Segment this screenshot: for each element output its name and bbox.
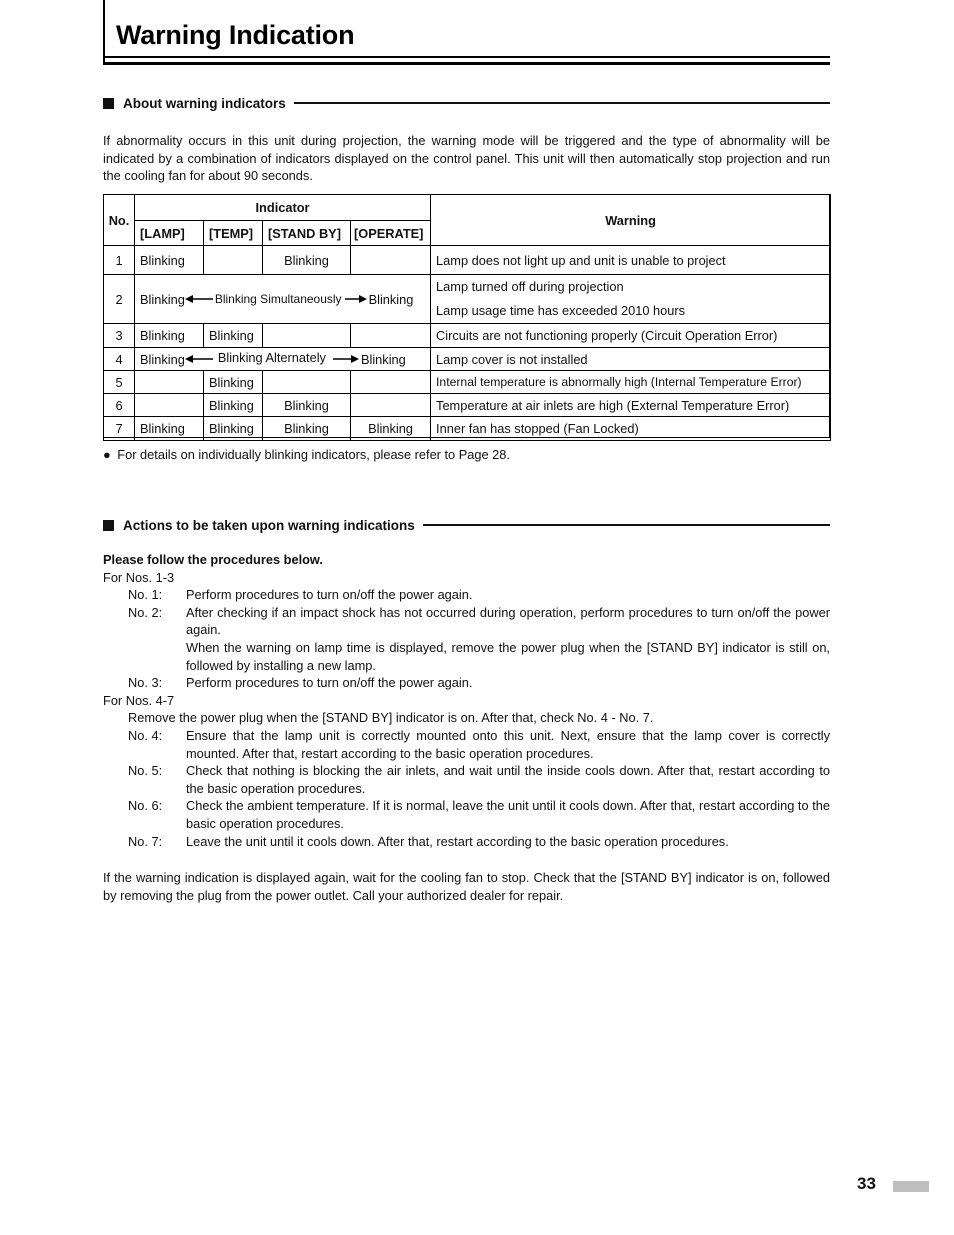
cell-warning: Temperature at air inlets are high (External Temperature Error) xyxy=(431,394,831,417)
item-number: No. 2: xyxy=(128,604,163,620)
cell-no: 2 xyxy=(104,275,135,324)
warning-table xyxy=(103,194,831,441)
page-title: Warning Indication xyxy=(116,20,355,50)
arrow-right-icon xyxy=(345,294,367,304)
intro-paragraph: If abnormality occurs in this unit during projection, the warning mode will be triggered and the type of abnormality will be indicated by a combination of indicators displayed on the control panel. This unit will then automatically stop projection and run the cooling fan for about 90 seconds. xyxy=(103,133,830,183)
cell-lamp: Blinking xyxy=(135,246,204,275)
cell-no: 3 xyxy=(104,324,135,348)
cell-standby xyxy=(263,324,351,348)
group-label: For Nos. 1-3 xyxy=(103,569,175,585)
section-heading-text: Actions to be taken upon warning indications xyxy=(123,517,415,533)
cell-temp xyxy=(204,246,263,275)
procedure-item xyxy=(103,727,830,762)
cell-lamp: Blinking xyxy=(140,351,185,367)
procedure-item xyxy=(103,586,830,604)
arrow-left-icon xyxy=(185,294,213,304)
warning-line-2: Lamp usage time has exceeded 2010 hours xyxy=(436,303,686,318)
item-text: Check that nothing is blocking the air inlets, and wait until the inside cools down. After that, restart according to the basic operation procedures. xyxy=(186,763,830,796)
header-warning: Warning xyxy=(431,195,831,246)
cell-operate: Blinking xyxy=(360,351,406,367)
cell-warning xyxy=(431,275,831,324)
page-number: 33 xyxy=(857,1174,876,1193)
procedure-item xyxy=(103,797,830,832)
section-heading-text: About warning indicators xyxy=(123,95,286,111)
procedures xyxy=(103,551,830,850)
item-number: No. 7: xyxy=(128,833,163,849)
item-number: No. 3: xyxy=(128,675,163,691)
item-number: No. 6: xyxy=(128,798,163,814)
cell-warning: Lamp does not light up and unit is unable to project xyxy=(431,246,831,275)
table-row xyxy=(104,275,831,324)
cell-standby: Blinking xyxy=(263,246,351,275)
cell-operate xyxy=(351,324,431,348)
item-number: No. 5: xyxy=(128,763,163,779)
cell-combined xyxy=(135,275,431,324)
item-number: No. 4: xyxy=(128,727,163,743)
title-rule-thick xyxy=(103,62,830,65)
bullet-icon: ● xyxy=(103,447,111,462)
procedure-item xyxy=(103,674,830,692)
square-bullet-icon xyxy=(103,98,114,109)
header-standby: [STAND BY] xyxy=(263,221,351,246)
simultaneous-label: Blinking Simultaneously xyxy=(214,292,342,306)
item-text: Check the ambient temperature. If it is normal, leave the unit until it cools down. After that, restart according to the basic operation procedures. xyxy=(186,798,830,831)
cell-temp: Blinking xyxy=(204,394,263,417)
arrow-left-icon xyxy=(185,354,213,364)
cell-standby: Blinking xyxy=(263,417,351,441)
cell-temp: Blinking xyxy=(204,324,263,348)
title-rule xyxy=(103,56,830,58)
cell-lamp: Blinking xyxy=(140,291,185,307)
cell-warning: Inner fan has stopped (Fan Locked) xyxy=(431,417,831,441)
heading-rule xyxy=(294,102,830,104)
cell-operate: Blinking xyxy=(368,291,414,307)
cell-no: 6 xyxy=(104,394,135,417)
cell-operate xyxy=(351,371,431,394)
procedures-intro: Please follow the procedures below. xyxy=(103,552,323,567)
cell-lamp xyxy=(135,371,204,394)
header-lamp: [LAMP] xyxy=(135,221,204,246)
cell-warning: Circuits are not functioning properly (Circuit Operation Error) xyxy=(431,324,831,348)
cell-temp: Blinking xyxy=(204,371,263,394)
cell-temp: Blinking xyxy=(204,417,263,441)
note xyxy=(103,446,510,463)
item-text: Ensure that the lamp unit is correctly mounted onto this unit. Next, ensure that the lamp cover is correctly mounted. After that, restart according to the basic operation procedures. xyxy=(186,727,830,761)
closing-paragraph: If the warning indication is displayed again, wait for the cooling fan to stop. Check that the [STAND BY] indicator is on, followed by removing the plug from the power outlet. Call your authorized dealer for repair. xyxy=(103,870,830,903)
table-row xyxy=(104,348,831,371)
item-text: Leave the unit until it cools down. After that, restart according to the basic operation procedures. xyxy=(186,833,729,849)
item-text: Perform procedures to turn on/off the power again. xyxy=(186,587,473,603)
left-rule xyxy=(103,0,105,64)
header-no: No. xyxy=(104,195,135,246)
cell-operate: Blinking xyxy=(351,417,431,441)
table-row xyxy=(104,324,831,348)
warning-line-1: Lamp turned off during projection xyxy=(436,279,624,294)
cell-warning: Lamp cover is not installed xyxy=(431,348,831,371)
item-text: After checking if an impact shock has not occurred during operation, perform procedures to turn on/off the power again. xyxy=(186,604,830,638)
cell-lamp: Blinking xyxy=(135,417,204,441)
procedure-item xyxy=(103,833,830,851)
cell-no: 5 xyxy=(104,371,135,394)
cell-operate xyxy=(351,246,431,275)
alternately-label: Blinking Alternately xyxy=(217,349,326,365)
table-row xyxy=(104,417,831,441)
cell-operate xyxy=(351,394,431,417)
procedure-item xyxy=(103,762,830,797)
table-row xyxy=(104,371,831,394)
table-row xyxy=(104,246,831,275)
arrow-right-icon xyxy=(333,354,359,364)
header-temp: [TEMP] xyxy=(204,221,263,246)
cell-standby xyxy=(263,371,351,394)
cell-warning: Internal temperature is abnormally high (Internal Temperature Error) xyxy=(431,371,831,394)
heading-rule xyxy=(423,524,830,526)
group-intro: Remove the power plug when the [STAND BY] indicator is on. After that, check No. 4 - No. 7. xyxy=(128,710,654,726)
cell-standby: Blinking xyxy=(263,394,351,417)
group-label: For Nos. 4-7 xyxy=(103,692,175,708)
header-operate: [OPERATE] xyxy=(351,221,431,246)
header-indicator: Indicator xyxy=(135,195,431,221)
item-number: No. 1: xyxy=(128,587,163,603)
table-row xyxy=(104,394,831,417)
cell-combined xyxy=(135,348,431,371)
square-bullet-icon xyxy=(103,520,114,531)
section-heading-about xyxy=(103,93,830,113)
section-heading-actions xyxy=(103,515,830,535)
page-tab-marker xyxy=(893,1181,929,1192)
item-text-continued: When the warning on lamp time is displayed, remove the power plug when the [STAND BY] indicator is still on, followed by installing a new lamp. xyxy=(186,639,830,673)
cell-lamp xyxy=(135,394,204,417)
cell-no: 1 xyxy=(104,246,135,275)
procedure-item xyxy=(103,604,830,639)
cell-no: 4 xyxy=(104,348,135,371)
cell-no: 7 xyxy=(104,417,135,441)
note-text: For details on individually blinking indicators, please refer to Page 28. xyxy=(117,447,510,462)
item-text: Perform procedures to turn on/off the power again. xyxy=(186,675,473,691)
cell-lamp: Blinking xyxy=(135,324,204,348)
